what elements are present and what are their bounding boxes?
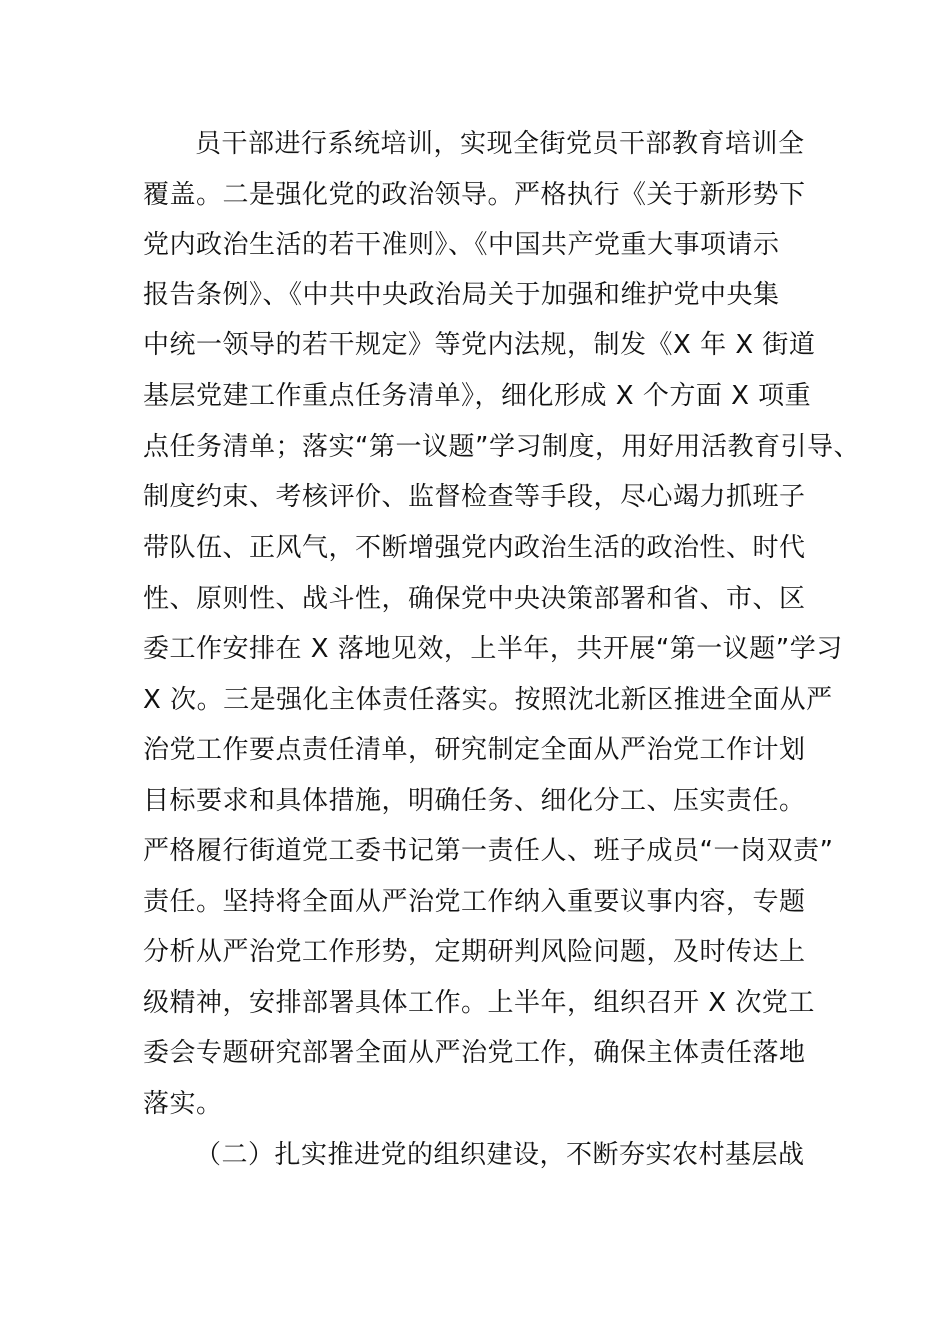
paragraph-line-9: 带队伍、正风气，不断增强党内政治生活的政治性、时代 [143, 533, 806, 563]
paragraph-line-1: 员干部进行系统培训，实现全街党员干部教育培训全 [195, 129, 805, 159]
paragraph-line-19: 委会专题研究部署全面从严治党工作，确保主体责任落地 [143, 1038, 806, 1068]
paragraph-line-7: 点任务清单；落实“第一议题”学习制度，用好用活教育引导、 [143, 432, 860, 462]
paragraph-line-14: 目标要求和具体措施，明确任务、细化分工、压实责任。 [143, 786, 806, 816]
paragraph-line-11: 委工作安排在 X 落地见效，上半年，共开展“第一议题”学习 [143, 634, 843, 664]
paragraph-line-6: 基层党建工作重点任务清单》，细化形成 X 个方面 X 项重 [143, 381, 812, 411]
section-heading-line: （二）扎实推进党的组织建设，不断夯实农村基层战 [195, 1140, 805, 1170]
paragraph-line-15: 严格履行街道党工委书记第一责任人、班子成员“一岗双责” [143, 836, 834, 866]
paragraph-line-2: 覆盖。二是强化党的政治领导。严格执行《关于新形势下 [143, 180, 806, 210]
paragraph-line-4: 报告条例》、《中共中央政治局关于加强和维护党中央集 [143, 280, 780, 310]
paragraph-line-13: 治党工作要点责任清单，研究制定全面从严治党工作计划 [143, 735, 806, 765]
paragraph-line-5: 中统一领导的若干规定》等党内法规，制发《X 年 X 街道 [143, 330, 816, 360]
paragraph-line-10: 性、原则性、战斗性，确保党中央决策部署和省、市、区 [143, 584, 806, 614]
paragraph-line-20: 落实。 [143, 1089, 223, 1119]
paragraph-line-17: 分析从严治党工作形势，定期研判风险问题，及时传达上 [143, 937, 806, 967]
paragraph-line-18: 级精神，安排部署具体工作。上半年，组织召开 X 次党工 [143, 988, 815, 1018]
paragraph-line-16: 责任。坚持将全面从严治党工作纳入重要议事内容，专题 [143, 887, 806, 917]
paragraph-line-8: 制度约束、考核评价、监督检查等手段，尽心竭力抓班子 [143, 482, 806, 512]
paragraph-line-12: X 次。三是强化主体责任落实。按照沈北新区推进全面从严 [143, 685, 833, 715]
paragraph-line-3: 党内政治生活的若干准则》、《中国共产党重大事项请示 [143, 230, 780, 260]
